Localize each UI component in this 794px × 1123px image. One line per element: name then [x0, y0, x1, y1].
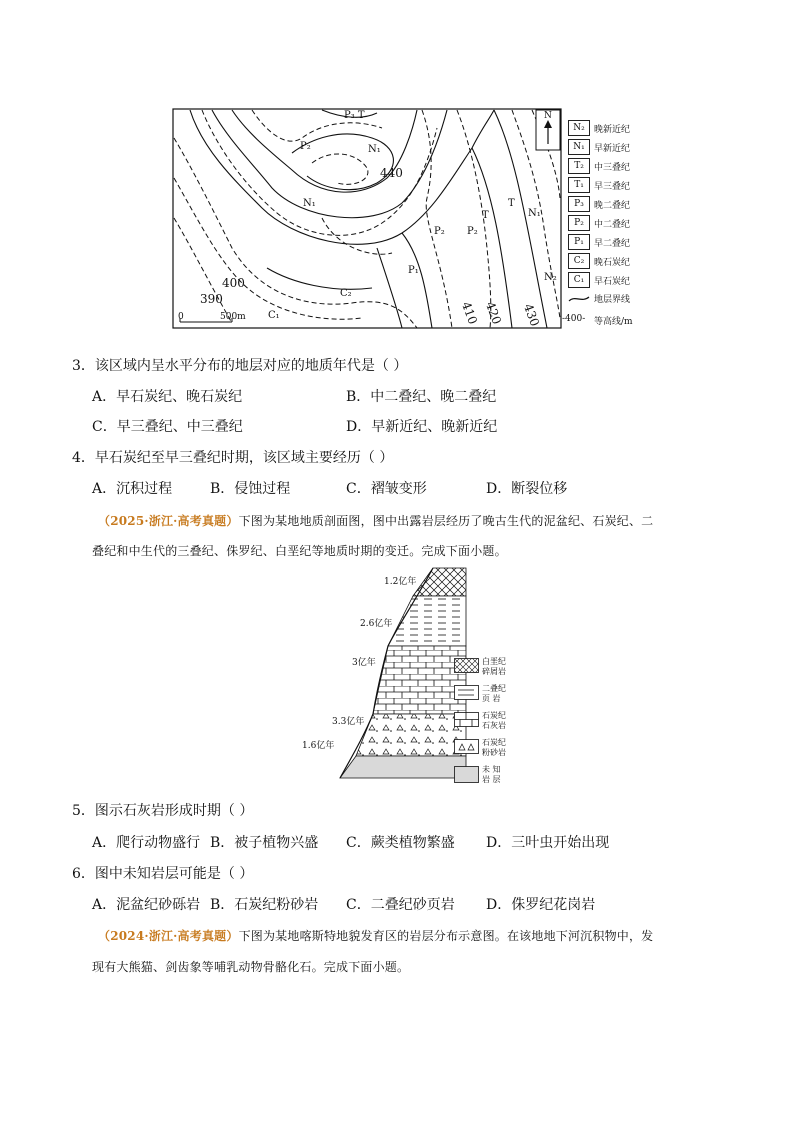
legend-l2: 页 岩 [482, 694, 501, 703]
boundary-line-symbol [568, 295, 590, 303]
source-tag: （2025·浙江·高考真题） [98, 514, 239, 528]
legend-name: 中三叠纪 [594, 163, 631, 173]
q3-option-b[interactable]: B．中二叠纪、晚二叠纪 [346, 389, 497, 405]
legend-code: T₂ [568, 158, 590, 174]
map-label-t: T [482, 210, 489, 221]
map-label-p3t: P₃ T [344, 110, 365, 121]
q4-option-a[interactable]: A．沉积过程 [92, 481, 173, 497]
geologic-profile [298, 566, 518, 786]
q6-option-a[interactable]: A．泥盆纪砂砾岩 [92, 897, 201, 913]
age-label: 3.3亿年 [332, 717, 365, 727]
map-label-p2: P₂ [467, 226, 478, 237]
contour-label-390: 390 [200, 292, 223, 306]
age-label: 1.6亿年 [302, 741, 335, 751]
north-arrow-icon: N [544, 111, 552, 121]
legend-name: 晚二叠纪 [594, 201, 631, 211]
age-label: 1.2亿年 [384, 577, 417, 587]
legend-name: 早二叠纪 [594, 239, 631, 249]
legend-boundary: 地层界线 [594, 295, 631, 305]
legend-code: C₂ [568, 253, 590, 269]
legend-l1: 二叠纪 [482, 684, 506, 693]
legend-code: T₁ [568, 177, 590, 193]
map-label-n2: N₂ [544, 272, 557, 283]
question-4-stem: 4．早石炭纪至早三叠纪时期，该区域主要经历（ ） [72, 450, 394, 466]
source-text: 下图为某地地质剖面图，图中出露岩层经历了晚古生代的泥盆纪、石炭纪、二 [238, 514, 654, 528]
map-label-c2: C₂ [340, 288, 352, 299]
q6-option-d[interactable]: D．侏罗纪花岗岩 [486, 897, 596, 913]
geologic-map-drawing [172, 108, 562, 330]
source-2025-intro-line2: 叠纪和中生代的三叠纪、侏罗纪、白垩纪等地质时期的变迁。完成下面小题。 [92, 544, 507, 558]
legend-l2: 粉砂岩 [482, 748, 506, 757]
legend-code: N₂ [568, 120, 590, 136]
contour-label-410: 410 [458, 299, 480, 327]
legend-name: 晚石炭纪 [594, 258, 631, 268]
map-label-n1: N₁ [528, 208, 541, 219]
q6-option-b[interactable]: B．石炭纪粉砂岩 [210, 897, 319, 913]
legend-code: C₁ [568, 272, 590, 288]
geologic-map [172, 108, 668, 333]
age-label: 2.6亿年 [360, 619, 393, 629]
map-label-n1: N₁ [303, 198, 316, 209]
map-label-p1: P₁ [408, 265, 419, 276]
scale-text: 500m [220, 312, 246, 322]
map-legend [562, 120, 668, 335]
contour-label-400: 400 [222, 276, 245, 290]
contour-label-420: 420 [482, 299, 504, 327]
legend-contour: 等高线/m [594, 317, 633, 327]
q5-option-d[interactable]: D．三叶虫开始出现 [486, 835, 610, 851]
legend-l2: 碎屑岩 [482, 667, 506, 676]
legend-name: 晚新近纪 [594, 125, 631, 135]
q3-option-d[interactable]: D．早新近纪、晚新近纪 [346, 419, 498, 435]
legend-contour-sample: -400- [562, 314, 586, 324]
q5-option-c[interactable]: C．蕨类植物繁盛 [346, 835, 455, 851]
q5-option-a[interactable]: A．爬行动物盛行 [92, 835, 201, 851]
legend-swatches [454, 658, 480, 786]
legend-l2: 石灰岩 [482, 721, 506, 730]
map-label-c1: C₁ [268, 310, 280, 321]
scale-zero: 0 [178, 312, 184, 322]
map-label-t: T [508, 198, 515, 209]
legend-code: P₁ [568, 234, 590, 250]
source-text: 下图为某地喀斯特地貌发育区的岩层分布示意图。在该地地下河沉积物中，发 [238, 929, 654, 943]
map-label-p2: P₂ [300, 141, 311, 152]
legend-name: 中二叠纪 [594, 220, 631, 230]
source-2024-intro-line1 [98, 927, 653, 944]
legend-l1: 石炭纪 [482, 738, 506, 747]
legend-l2: 岩 层 [482, 775, 501, 784]
legend-l1: 未 知 [482, 765, 501, 774]
q6-option-c[interactable]: C．二叠纪砂页岩 [346, 897, 455, 913]
legend-name: 早三叠纪 [594, 182, 631, 192]
q3-option-c[interactable]: C．早三叠纪、中三叠纪 [92, 419, 243, 435]
question-3-stem: 3．该区域内呈水平分布的地层对应的地质年代是（ ） [72, 358, 408, 374]
legend-name: 早石炭纪 [594, 277, 631, 287]
legend-code: P₃ [568, 196, 590, 212]
legend-name: 早新近纪 [594, 144, 631, 154]
contour-label-440: 440 [380, 166, 403, 180]
legend-code: P₂ [568, 215, 590, 231]
q4-option-d[interactable]: D．断裂位移 [486, 481, 568, 497]
legend-l1: 白垩纪 [482, 657, 506, 666]
source-2025-intro-line1 [98, 512, 653, 529]
map-label-p2: P₂ [434, 226, 445, 237]
question-5-stem: 5．图示石灰岩形成时期（ ） [72, 803, 254, 819]
age-label: 3亿年 [352, 658, 376, 668]
source-tag: （2024·浙江·高考真题） [98, 929, 239, 943]
q4-option-b[interactable]: B．侵蚀过程 [210, 481, 291, 497]
q3-option-a[interactable]: A．早石炭纪、晚石炭纪 [92, 389, 243, 405]
legend-l1: 石炭纪 [482, 711, 506, 720]
question-6-stem: 6．图中未知岩层可能是（ ） [72, 866, 254, 882]
contour-label-430: 430 [520, 301, 542, 329]
q5-option-b[interactable]: B．被子植物兴盛 [210, 835, 319, 851]
profile-legend [454, 658, 518, 788]
source-2024-intro-line2: 现有大熊猫、剑齿象等哺乳动物骨骼化石。完成下面小题。 [92, 960, 410, 974]
q4-option-c[interactable]: C．褶皱变形 [346, 481, 427, 497]
map-label-n1: N₁ [368, 144, 381, 155]
legend-code: N₁ [568, 139, 590, 155]
